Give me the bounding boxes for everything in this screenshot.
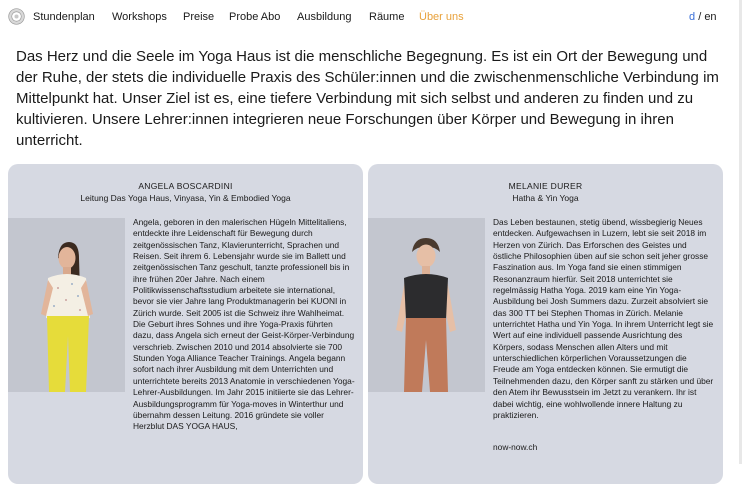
nav-item-ausbildung[interactable]: Ausbildung (297, 11, 352, 23)
lang-separator: / (698, 11, 702, 23)
yoga-haus-logo-icon[interactable] (8, 8, 25, 25)
teacher-name: MELANIE DURER (508, 181, 583, 191)
lang-en-link[interactable]: en (704, 11, 717, 23)
teacher-bio: Das Leben bestaunen, stetig übend, wissbegierig Neues entdecken. Aufgewachsen in Luzern, lebt sie seit 2018 im Herzen von Zürich. Das Erforschen des Geistes und östliche Philosophien üben auf sie schon seit jeher grosse Faszination aus. Im Yoga fand sie einen stimmigen Resonanzraum hierfür. Seit 2018 unterrichtet sie regelmässig Hatha Yoga. 2019 kam eine Yin Yoga-Ausbildung bei Josh Summers dazu. Zurzeit absolviert sie das 300 TT bei Stephen Thomas in Zürich. Melanie unterrichtet Hatha und Yin Yoga. In ihrem Unterricht legt sie Wert auf eine individuell passende Ausrichtung des Körpers, sodass Menschen allen Alters und mit unterschiedlichen körperlichen Voraussetzungen die Freude am Yoga entdecken können. Sie ermutigt die Teilnehmenden dazu, den Körper sanft zu stärken und über den Atem ihr Bewusstsein im Jetzt zu verankern. Ihr ist dabei wichtig, eine wohlwollende innere Haltung zu praktizieren. (493, 217, 714, 420)
teacher-name: ANGELA BOSCARDINI (138, 181, 233, 191)
teacher-card-angela (8, 164, 363, 484)
nav-item-preise[interactable]: Preise (183, 11, 215, 23)
nav-item-stundenplan[interactable]: Stundenplan (33, 11, 95, 23)
nav-item-workshops[interactable]: Workshops (112, 11, 167, 23)
teacher-role: Hatha & Yin Yoga (512, 193, 579, 203)
teacher-photo (368, 218, 485, 392)
nav-item-probe-abo[interactable]: Probe Abo (229, 11, 281, 23)
intro-text: Das Herz und die Seele im Yoga Haus ist die menschliche Begegnung. Es ist ein Ort der Bewegung und der Ruhe, der stets die individuelle Praxis des Schüler:innen und die zwischenmenschliche Verbindung im Mittelpunkt hat. Unser Ziel ist es, eine tiefere Verbindung mit sich selbst und anderen zu finden und zu kultivieren. Unsere Lehrer:innen integrieren neue Forschungen über Körper und Bewegung in ihren unterricht. (16, 48, 719, 149)
teacher-photo (8, 218, 125, 392)
teacher-website-link[interactable]: now-now.ch (493, 442, 538, 452)
teacher-role: Leitung Das Yoga Haus, Vinyasa, Yin & Embodied Yoga (80, 193, 291, 203)
nav-item-ueber-uns[interactable]: Über uns (419, 11, 464, 23)
teacher-bio: Angela, geboren in den malerischen Hügeln Mittelitaliens, entdeckte ihre Leidenschaft für Bewegung durch zeitgenössischen Tanz, Klavierunterricht, Sprachen und Reisen. Seit ihrem 6. Lebensjahr wurde sie im Ballett und zeitgenössischen Tanz geschult, tanzte professionell bis in ihre frühen 20er Jahre. Nach einem Politikwissenschaftsstudium arbeitete sie international, bevor sie vier Jahre lang Produktmanagerin bei KUONI in Zürich wurde. Seit 2005 ist die Schweiz ihre Wahlheimat. Die Geburt ihres Sohnes und ihre Yoga-Praxis führten dazu, dass Angela sich erneut der Geist-Körper-Verbindung verschrieb. Zwischen 2010 und 2014 absolvierte sie 700 Stunden Yoga Alliance Teacher Trainings. Angela begann sofort nach ihrer Ausbildung mit dem Unterrichten und unterrichtete bereits 2013 Anatomie in verschiedenen Yoga-Lehrer-Ausbildungen. Im Jahr 2015 initiierte sie das Lehrer-Ausbildungsprogramm für Yoga-moves in Winterthur und übernahm dessen Leitung. 2016 gründete sie voller Herzblut DAS YOGA HAUS, (133, 217, 355, 432)
teacher-photo-illustration (368, 218, 485, 392)
nav-item-raeume[interactable]: Räume (369, 11, 405, 23)
top-navigation (0, 0, 742, 34)
teacher-photo-illustration (8, 218, 125, 392)
language-switcher (689, 11, 717, 24)
lang-de-link[interactable]: d (689, 11, 696, 23)
teacher-card-melanie (368, 164, 723, 484)
